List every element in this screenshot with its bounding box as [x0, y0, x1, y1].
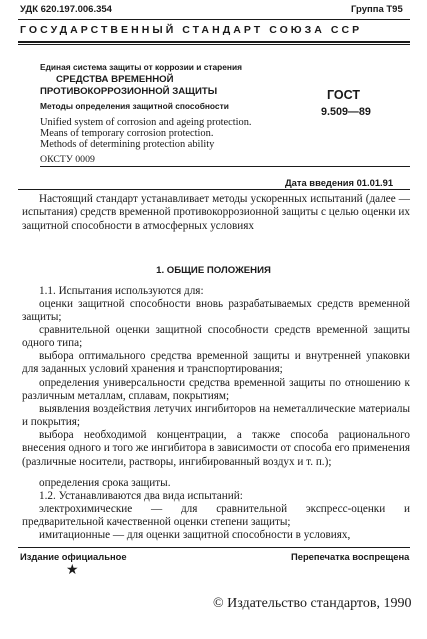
header-divider-thick [18, 41, 410, 43]
gost-number: 9.509—89 [321, 106, 371, 118]
list-item: имитационные — для оценки защитной способности в условиях, [39, 529, 351, 541]
title-line-2: ПРОТИВОКОРРОЗИОННОЙ ЗАЩИТЫ [40, 86, 218, 97]
english-title-line-2: Means of temporary corrosion protection. [40, 128, 214, 139]
udk-code: УДК 620.197.006.354 [20, 4, 112, 15]
header-divider-top [18, 19, 410, 20]
copyright-notice: © Издательство стандартов, 1990 [213, 596, 412, 611]
effective-date: Дата введения 01.01.91 [285, 177, 394, 188]
gost-label: ГОСТ [327, 88, 360, 102]
official-edition: Издание официальное [20, 551, 127, 562]
list-item: оценки защитной способности вновь разрабатываемых средств временной защиты; [22, 298, 410, 324]
english-title-line-3: Methods of determining protection ability [40, 139, 215, 150]
group-code: Группа Т95 [351, 4, 403, 15]
header-divider-thin [18, 44, 410, 45]
list-item: определения универсальности средства временной защиты по отношению к различным металлам, сплавам, покрытиям; [22, 377, 410, 403]
clause-1-2: 1.2. Устанавливаются два вида испытаний: [39, 490, 243, 502]
list-item: определения срока защиты. [39, 477, 171, 489]
list-item: электрохимические — для сравнительной экспресс-оценки и предварительной качественной оценки степени защиты; [22, 503, 410, 529]
date-divider [18, 189, 410, 190]
english-title-line-1: Unified system of corrosion and ageing protection. [40, 117, 252, 128]
intro-paragraph: Настоящий стандарт устанавливает методы ускоренных испытаний (далее — испытания) средств временной противокоррозионной защиты с целью оценки их защитной способности в атмосферных условиях [22, 193, 410, 232]
okstu-code: ОКСТУ 0009 [40, 154, 95, 165]
title-line-1: СРЕДСТВА ВРЕМЕННОЙ [56, 74, 174, 85]
reprint-notice: Перепечатка воспрещена [291, 551, 410, 562]
list-item: выбора необходимой концентрации, а также способа рационального внесения одного и того же ингибитора в зависимости от способа его применения (различные носители, растворы, ингибированный воздух и т. п.); [22, 429, 410, 468]
title-subtitle: Методы определения защитной способности [40, 101, 229, 111]
title-block-divider [40, 166, 410, 167]
standard-title: ГОСУДАРСТВЕННЫЙ СТАНДАРТ СОЮЗА ССР [20, 24, 363, 36]
list-item: сравнительной оценки защитной способности средств временной защиты одного типа; [22, 324, 410, 350]
clause-1-1: 1.1. Испытания используются для: [39, 285, 204, 297]
section-title: 1. ОБЩИЕ ПОЛОЖЕНИЯ [156, 265, 271, 276]
system-name: Единая система защиты от коррозии и старения [40, 62, 242, 72]
list-item: выбора оптимального средства временной защиты и внутренней упаковки для заданных условий хранения и транспортирования; [22, 350, 410, 376]
footer-divider [18, 547, 410, 548]
star-icon: ★ [66, 563, 79, 578]
list-item: выявления воздействия летучих ингибиторов на неметаллические материалы и покрытия; [22, 403, 410, 429]
